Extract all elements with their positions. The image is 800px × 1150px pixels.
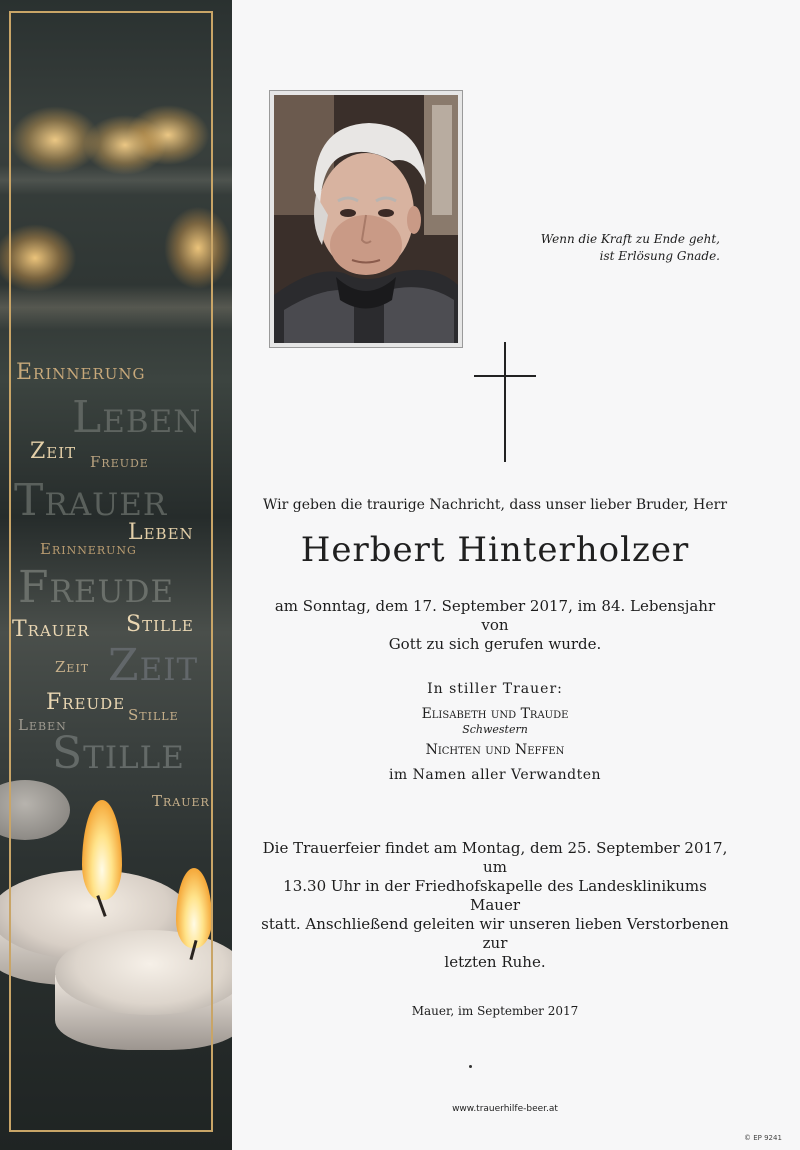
mourner-relation: Schwestern bbox=[462, 723, 528, 736]
decor-word: Stille bbox=[128, 706, 179, 724]
funeral-line: statt. Anschließend geleiten wir unseren lieben Verstorbenen zur bbox=[261, 915, 729, 952]
death-line: Gott zu sich gerufen wurde. bbox=[388, 635, 602, 653]
decor-word: Zeit bbox=[30, 439, 77, 464]
portrait-image bbox=[274, 95, 458, 343]
funeral-details bbox=[260, 839, 730, 972]
death-notice bbox=[260, 597, 730, 654]
decor-word: Zeit bbox=[55, 658, 90, 676]
announcement-intro: Wir geben die traurige Nachricht, dass unser lieber Bruder, Herr bbox=[262, 497, 728, 513]
decor-word: Leben bbox=[72, 392, 202, 443]
cross-icon bbox=[474, 342, 536, 462]
funeral-line: 13.30 Uhr in der Friedhofskapelle des Landesklinikums Mauer bbox=[283, 877, 707, 914]
decor-word: Freude bbox=[18, 562, 175, 613]
gold-frame bbox=[9, 11, 213, 1132]
funeral-line: letzten Ruhe. bbox=[444, 953, 546, 971]
decor-word: Stille bbox=[126, 612, 194, 637]
dot-mark bbox=[469, 1065, 472, 1068]
quote bbox=[520, 231, 720, 265]
mourner-names: im Namen aller Verwandten bbox=[388, 767, 602, 783]
decor-word: Stille bbox=[52, 728, 185, 779]
decor-word: Leben bbox=[128, 520, 194, 545]
deceased-name: Herbert Hinterholzer bbox=[300, 530, 690, 570]
decor-word: Erinnerung bbox=[16, 360, 146, 385]
death-line: am Sonntag, dem 17. September 2017, im 84. Lebensjahr von bbox=[274, 597, 716, 634]
print-code: © EP 9241 bbox=[744, 1134, 782, 1142]
mourner-names: Nichten und Neffen bbox=[425, 742, 565, 758]
website-link[interactable]: www.trauerhilfe-beer.at bbox=[452, 1104, 558, 1114]
decor-word: Freude bbox=[46, 690, 126, 715]
decor-word: Leben bbox=[18, 716, 67, 734]
mourners-heading: In stiller Trauer: bbox=[427, 681, 563, 697]
mourner-names: Elisabeth und Traude bbox=[421, 706, 569, 722]
quote-line: Wenn die Kraft zu Ende geht, bbox=[540, 232, 720, 246]
quote-line: ist Erlösung Gnade. bbox=[599, 249, 720, 263]
candle-decor-panel bbox=[0, 0, 232, 1150]
decor-word: Freude bbox=[90, 453, 149, 471]
portrait-photo bbox=[269, 90, 463, 348]
decor-word: Trauer bbox=[152, 792, 210, 810]
decor-word: Erinnerung bbox=[40, 540, 137, 558]
decor-word: Zeit bbox=[108, 640, 199, 691]
place-date: Mauer, im September 2017 bbox=[411, 1004, 579, 1018]
funeral-line: Die Trauerfeier findet am Montag, dem 25. September 2017, um bbox=[262, 839, 728, 876]
decor-word: Trauer bbox=[14, 475, 168, 526]
decor-word: Trauer bbox=[12, 617, 90, 642]
